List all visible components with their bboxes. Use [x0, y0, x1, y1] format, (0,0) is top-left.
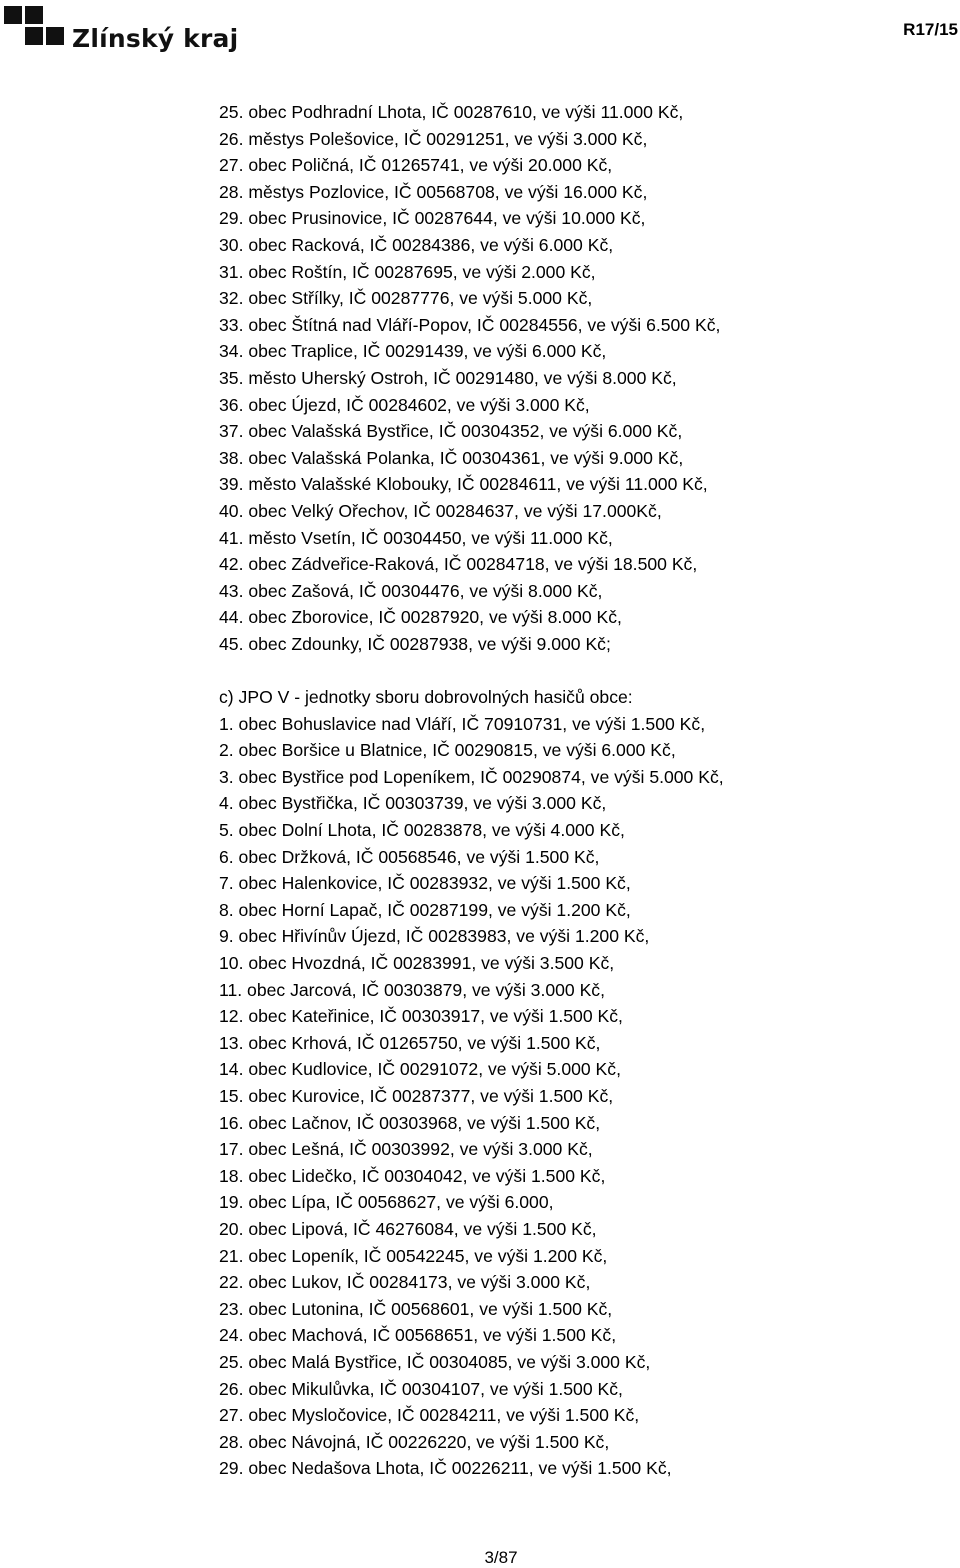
list-item: 30. obec Racková, IČ 00284386, ve výši 6.000 Kč,: [219, 234, 614, 255]
logo-squares-icon: [4, 6, 70, 52]
list-b-continued: [219, 99, 939, 657]
list-item: 10. obec Hvozdná, IČ 00283991, ve výši 3.500 Kč,: [219, 953, 615, 973]
list-item: 19. obec Lípa, IČ 00568627, ve výši 6.000,: [219, 1192, 554, 1213]
list-item: 34. obec Traplice, IČ 00291439, ve výši 6.000 Kč,: [219, 341, 607, 362]
list-item: 6. obec Držková, IČ 00568546, ve výši 1.500 Kč,: [219, 846, 600, 867]
list-item: 16. obec Lačnov, IČ 00303968, ve výši 1.500 Kč,: [219, 1112, 601, 1133]
list-item: 2. obec Boršice u Blatnice, IČ 00290815, ve výši 6.000 Kč,: [219, 740, 676, 761]
list-item: 21. obec Lopeník, IČ 00542245, ve výši 1.200 Kč,: [219, 1245, 608, 1266]
list-item: 26. obec Mikulůvka, IČ 00304107, ve výši 1.500 Kč,: [219, 1378, 623, 1399]
list-item: 7. obec Halenkovice, IČ 00283932, ve výši 1.500 Kč,: [219, 873, 631, 894]
list-item: 27. obec Mysločovice, IČ 00284211, ve výši 1.500 Kč,: [219, 1405, 640, 1426]
list-item: 24. obec Machová, IČ 00568651, ve výši 1.500 Kč,: [219, 1325, 617, 1346]
list-item: 42. obec Zádveřice-Raková, IČ 00284718, ve výši 18.500 Kč,: [219, 554, 698, 575]
list-item: 27. obec Poličná, IČ 01265741, ve výši 20.000 Kč,: [219, 155, 613, 176]
page-header: [0, 0, 960, 60]
list-item: 31. obec Roštín, IČ 00287695, ve výši 2.000 Kč,: [219, 261, 596, 282]
list-item: 33. obec Štítná nad Vláří-Popov, IČ 00284556, ve výši 6.500 Kč,: [219, 314, 721, 335]
list-item: 13. obec Krhová, IČ 01265750, ve výši 1.500 Kč,: [219, 1032, 601, 1053]
section-c-heading: c) JPO V - jednotky sboru dobrovolných hasičů obce:: [219, 687, 633, 708]
list-item: 25. obec Malá Bystřice, IČ 00304085, ve výši 3.000 Kč,: [219, 1351, 651, 1372]
list-item: 41. město Vsetín, IČ 00304450, ve výši 11.000 Kč,: [219, 527, 613, 548]
list-item: 39. město Valašské Klobouky, IČ 00284611, ve výši 11.000 Kč,: [219, 474, 708, 495]
list-item: 36. obec Újezd, IČ 00284602, ve výši 3.000 Kč,: [219, 394, 590, 415]
list-item: 17. obec Lešná, IČ 00303992, ve výši 3.000 Kč,: [219, 1139, 593, 1160]
list-item: 5. obec Dolní Lhota, IČ 00283878, ve výši 4.000 Kč,: [219, 820, 625, 841]
list-item: 9. obec Hřivínův Újezd, IČ 00283983, ve výši 1.200 Kč,: [219, 926, 650, 947]
list-item: 4. obec Bystřička, IČ 00303739, ve výši 3.000 Kč,: [219, 793, 607, 814]
list-item: 44. obec Zborovice, IČ 00287920, ve výši 8.000 Kč,: [219, 607, 622, 628]
list-item: 28. obec Návojná, IČ 00226220, ve výši 1.500 Kč,: [219, 1431, 610, 1452]
document-code: R17/15: [903, 20, 958, 39]
list-item: 11. obec Jarcová, IČ 00303879, ve výši 3.000 Kč,: [219, 979, 605, 1000]
section-spacer: [219, 657, 939, 684]
list-item: 18. obec Lidečko, IČ 00304042, ve výši 1.500 Kč,: [219, 1165, 606, 1186]
list-item: 25. obec Podhradní Lhota, IČ 00287610, ve výši 11.000 Kč,: [219, 102, 684, 122]
list-item: 43. obec Zašová, IČ 00304476, ve výši 8.000 Kč,: [219, 580, 603, 601]
list-item: 20. obec Lipová, IČ 46276084, ve výši 1.500 Kč,: [219, 1218, 597, 1239]
list-item: 22. obec Lukov, IČ 00284173, ve výši 3.000 Kč,: [219, 1272, 591, 1293]
list-item: 32. obec Střílky, IČ 00287776, ve výši 5.000 Kč,: [219, 288, 593, 309]
list-item: 3. obec Bystřice pod Lopeníkem, IČ 00290874, ve výši 5.000 Kč,: [219, 766, 724, 787]
logo-text: Zlínský kraj: [72, 24, 239, 53]
list-item: 35. město Uherský Ostroh, IČ 00291480, ve výši 8.000 Kč,: [219, 367, 677, 388]
list-item: 29. obec Nedašova Lhota, IČ 00226211, ve výši 1.500 Kč,: [219, 1458, 672, 1479]
list-item: 8. obec Horní Lapač, IČ 00287199, ve výši 1.200 Kč,: [219, 899, 631, 920]
list-item: 40. obec Velký Ořechov, IČ 00284637, ve výši 17.000Kč,: [219, 500, 662, 521]
list-item: 29. obec Prusinovice, IČ 00287644, ve výši 10.000 Kč,: [219, 208, 646, 229]
list-item: 12. obec Kateřinice, IČ 00303917, ve výši 1.500 Kč,: [219, 1006, 623, 1027]
page-number: 3/87: [484, 1548, 518, 1567]
list-item: 15. obec Kurovice, IČ 00287377, ve výši 1.500 Kč,: [219, 1085, 614, 1106]
list-item: 14. obec Kudlovice, IČ 00291072, ve výši 5.000 Kč,: [219, 1059, 621, 1080]
list-item: 45. obec Zdounky, IČ 00287938, ve výši 9.000 Kč;: [219, 633, 611, 654]
list-item: 37. obec Valašská Bystřice, IČ 00304352, ve výši 6.000 Kč,: [219, 421, 683, 442]
list-item: 38. obec Valašská Polanka, IČ 00304361, ve výši 9.000 Kč,: [219, 447, 684, 468]
list-item: 28. městys Pozlovice, IČ 00568708, ve výši 16.000 Kč,: [219, 181, 648, 202]
section-c-list: [219, 711, 939, 1482]
list-item: 23. obec Lutonina, IČ 00568601, ve výši 1.500 Kč,: [219, 1298, 613, 1319]
list-item: 1. obec Bohuslavice nad Vláří, IČ 70910731, ve výši 1.500 Kč,: [219, 713, 706, 734]
list-item: 26. městys Polešovice, IČ 00291251, ve výši 3.000 Kč,: [219, 128, 648, 149]
document-body: [219, 99, 939, 1482]
